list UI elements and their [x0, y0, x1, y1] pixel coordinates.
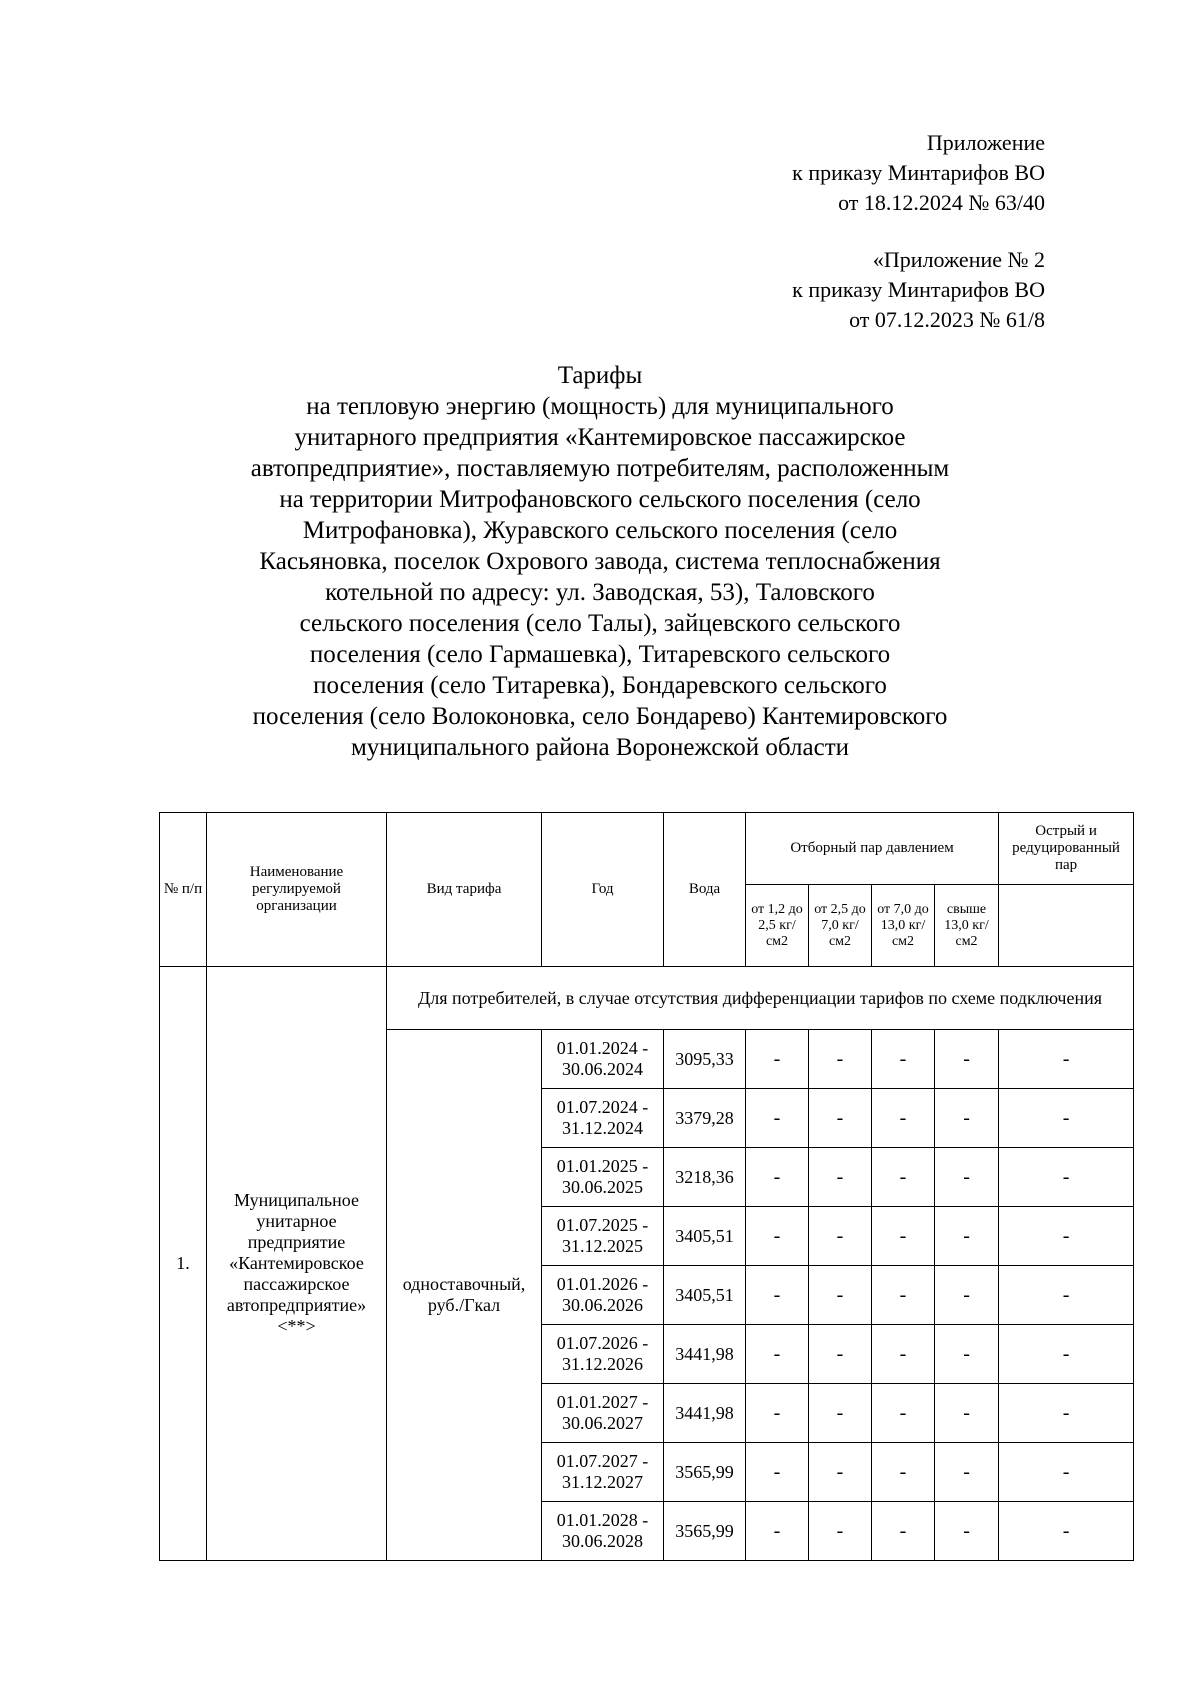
dash-cell: - — [935, 1502, 999, 1561]
title-line: на тепловую энергию (мощность) для муниципального — [306, 393, 894, 420]
dash-cell: - — [999, 1443, 1134, 1502]
dash-cell: - — [935, 1148, 999, 1207]
water-value: 3095,33 — [664, 1030, 746, 1089]
dash-cell: - — [999, 1030, 1134, 1089]
dash-cell: - — [999, 1148, 1134, 1207]
dash-cell: - — [746, 1325, 809, 1384]
header-tariff-type: Вид тарифа — [387, 813, 542, 967]
dash-cell: - — [935, 1207, 999, 1266]
water-value: 3405,51 — [664, 1266, 746, 1325]
section-title: Для потребителей, в случае отсутствия дифференциации тарифов по схеме подключения — [387, 967, 1134, 1030]
tariffs-table — [159, 812, 1134, 1561]
period-cell: 01.01.2025 - 30.06.2025 — [542, 1148, 664, 1207]
title-line: котельной по адресу: ул. Заводская, 53), Таловского — [325, 579, 875, 606]
appendix-header — [792, 128, 1045, 218]
dash-cell: - — [872, 1089, 935, 1148]
header-steam-4: свыше 13,0 кг/см2 — [935, 885, 999, 967]
title-line: поселения (село Гармашевка), Титаревского сельского — [309, 641, 891, 668]
period-cell: 01.01.2027 - 30.06.2027 — [542, 1384, 664, 1443]
period-cell: 01.07.2024 - 31.12.2024 — [542, 1089, 664, 1148]
water-value: 3441,98 — [664, 1325, 746, 1384]
dash-cell: - — [935, 1030, 999, 1089]
appendix-line: от 18.12.2024 № 63/40 — [838, 190, 1045, 215]
title-line: муниципального района Воронежской области — [350, 734, 849, 761]
document-title — [200, 360, 1000, 763]
title-line: Касьяновка, поселок Охрового завода, система теплоснабжения — [259, 548, 941, 575]
title-line: поселения (село Титаревка), Бондаревского сельского — [313, 672, 887, 699]
header-sharp-steam-empty — [999, 885, 1134, 967]
header-water: Вода — [664, 813, 746, 967]
dash-cell: - — [872, 1148, 935, 1207]
water-value: 3565,99 — [664, 1443, 746, 1502]
header-steam-1: от 1,2 до 2,5 кг/см2 — [746, 885, 809, 967]
dash-cell: - — [872, 1502, 935, 1561]
row-number: 1. — [160, 967, 207, 1561]
title-line: унитарного предприятия «Кантемировское пассажирское — [294, 424, 906, 451]
header-year: Год — [542, 813, 664, 967]
dash-cell: - — [746, 1089, 809, 1148]
appendix-line: Приложение — [926, 130, 1045, 155]
title-line: поселения (село Волоконовка, село Бондарево) Кантемировского — [252, 703, 948, 730]
period-cell: 01.01.2024 - 30.06.2024 — [542, 1030, 664, 1089]
dash-cell: - — [999, 1384, 1134, 1443]
water-value: 3379,28 — [664, 1089, 746, 1148]
header-org: Наименование регулируемой организации — [207, 813, 387, 967]
water-value: 3405,51 — [664, 1207, 746, 1266]
dash-cell: - — [872, 1325, 935, 1384]
dash-cell: - — [746, 1443, 809, 1502]
dash-cell: - — [746, 1207, 809, 1266]
dash-cell: - — [746, 1266, 809, 1325]
appendix-line: «Приложение № 2 — [872, 247, 1045, 272]
title-line: Митрофановка), Журавского сельского поселения (село — [302, 517, 898, 544]
title-line: на территории Митрофановского сельского поселения (село — [279, 486, 921, 513]
dash-cell: - — [746, 1384, 809, 1443]
header-steam-2: от 2,5 до 7,0 кг/см2 — [809, 885, 872, 967]
dash-cell: - — [809, 1443, 872, 1502]
dash-cell: - — [872, 1443, 935, 1502]
period-cell: 01.07.2027 - 31.12.2027 — [542, 1443, 664, 1502]
dash-cell: - — [809, 1325, 872, 1384]
header-num: № п/п — [160, 813, 207, 967]
period-cell: 01.01.2028 - 30.06.2028 — [542, 1502, 664, 1561]
water-value: 3565,99 — [664, 1502, 746, 1561]
dash-cell: - — [809, 1502, 872, 1561]
dash-cell: - — [809, 1030, 872, 1089]
appendix-line: от 07.12.2023 № 61/8 — [849, 307, 1045, 332]
dash-cell: - — [935, 1325, 999, 1384]
dash-cell: - — [999, 1502, 1134, 1561]
appendix-line: к приказу Минтарифов ВО — [792, 160, 1045, 185]
header-sharp-steam: Острый и редуцированный пар — [999, 813, 1134, 885]
water-value: 3441,98 — [664, 1384, 746, 1443]
dash-cell: - — [872, 1207, 935, 1266]
dash-cell: - — [746, 1148, 809, 1207]
dash-cell: - — [935, 1443, 999, 1502]
dash-cell: - — [809, 1384, 872, 1443]
header-steam-3: от 7,0 до 13,0 кг/см2 — [872, 885, 935, 967]
dash-cell: - — [872, 1384, 935, 1443]
dash-cell: - — [746, 1502, 809, 1561]
dash-cell: - — [999, 1325, 1134, 1384]
tariff-type: одноставочный, руб./Гкал — [387, 1030, 542, 1561]
dash-cell: - — [809, 1089, 872, 1148]
appendix-line: к приказу Минтарифов ВО — [792, 277, 1045, 302]
period-cell: 01.07.2026 - 31.12.2026 — [542, 1325, 664, 1384]
period-cell: 01.01.2026 - 30.06.2026 — [542, 1266, 664, 1325]
period-cell: 01.07.2025 - 31.12.2025 — [542, 1207, 664, 1266]
title-line: автопредприятие», поставляемую потребителям, расположенным — [250, 455, 950, 482]
dash-cell: - — [999, 1266, 1134, 1325]
water-value: 3218,36 — [664, 1148, 746, 1207]
previous-appendix-header — [792, 245, 1045, 335]
organization-name: Муниципальное унитарное предприятие «Кантемировское пассажирское автопредприятие» <**> — [207, 967, 387, 1561]
dash-cell: - — [935, 1384, 999, 1443]
dash-cell: - — [872, 1266, 935, 1325]
title-heading: Тарифы — [557, 362, 643, 389]
title-line: сельского поселения (село Талы), зайцевского сельского — [299, 610, 901, 637]
dash-cell: - — [872, 1030, 935, 1089]
dash-cell: - — [809, 1207, 872, 1266]
dash-cell: - — [935, 1089, 999, 1148]
header-steam-group: Отборный пар давлением — [746, 813, 999, 885]
dash-cell: - — [999, 1089, 1134, 1148]
dash-cell: - — [999, 1207, 1134, 1266]
dash-cell: - — [935, 1266, 999, 1325]
dash-cell: - — [809, 1148, 872, 1207]
dash-cell: - — [809, 1266, 872, 1325]
dash-cell: - — [746, 1030, 809, 1089]
